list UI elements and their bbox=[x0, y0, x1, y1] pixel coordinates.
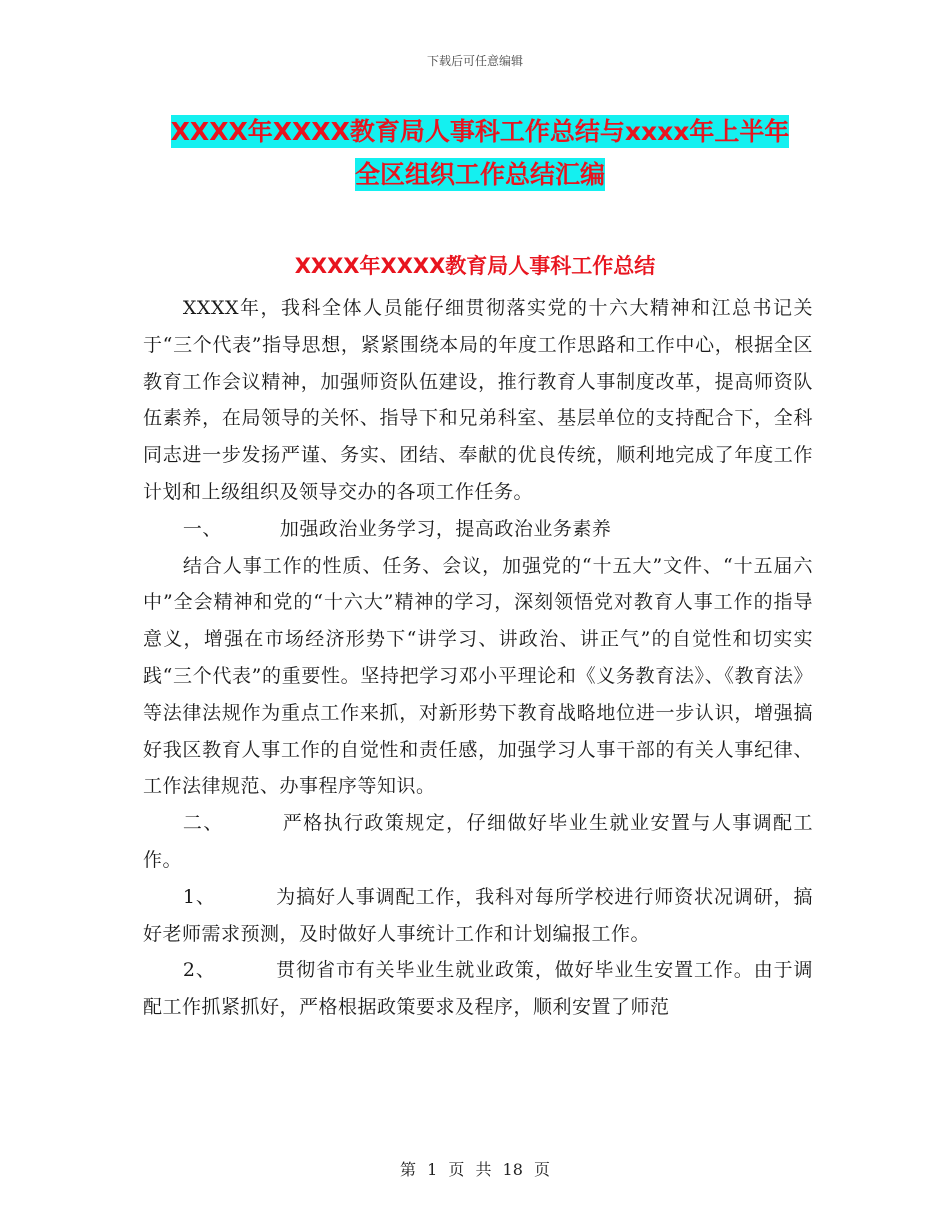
item-number: 1、 bbox=[182, 885, 216, 908]
item-text: 为搞好人事调配工作，我科对每所学校进行师资状况调研，搞好老师需求预测，及时做好人事统计工作和计划编报工作。 bbox=[143, 885, 813, 945]
title-line-1: XXXX年XXXX教育局人事科工作总结与xxxx年上半年 bbox=[170, 117, 790, 146]
heading-number: 一、 bbox=[182, 517, 222, 540]
heading-section-1 bbox=[143, 511, 813, 548]
paragraph-study: 结合人事工作的性质、任务、会议，加强党的“十五大”文件、“十五届六中”全会精神和党的“十六大”精神的学习，深刻领悟党对教育人事工作的指导意义，增强在市场经济形势下“讲学习、讲政治、讲正气”的自觉性和切实实践“三个代表”的重要性。坚持把学习邓小平理论和《义务教育法》、《教育法》等法律法规作为重点工作来抓，对新形势下教育战略地位进一步认识，增强搞好我区教育人事工作的自觉性和责任感，加强学习人事干部的有关人事纪律、工作法律规范、办事程序等知识。 bbox=[143, 554, 813, 798]
heading-text: 加强政治业务学习，提高政治业务素养 bbox=[279, 517, 612, 540]
document-body bbox=[143, 290, 813, 1026]
section-title: XXXX年XXXX教育局人事科工作总结 bbox=[294, 254, 656, 278]
paragraph-intro: XXXX年，我科全体人员能仔细贯彻落实党的十六大精神和江总书记关于“三个代表”指导思想，紧紧围绕本局的年度工作思路和工作中心，根据全区教育工作会议精神，加强师资队伍建设，推行教育人事制度改革，提高师资队伍素养，在局领导的关怀、指导下和兄弟科室、基层单位的支持配合下，全科同志进一步发扬严谨、务实、团结、奉献的优良传统，顺利地完成了年度工作计划和上级组织及领导交办的各项工作任务。 bbox=[143, 297, 813, 503]
document-title bbox=[140, 110, 820, 196]
item-number: 2、 bbox=[182, 959, 216, 982]
heading-number: 二、 bbox=[182, 812, 224, 835]
title-line-2: 全区组织工作总结汇编 bbox=[354, 160, 605, 189]
item-text: 贯彻省市有关毕业生就业政策，做好毕业生安置工作。由于调配工作抓紧抓好，严格根据政策要求及程序，顺利安置了师范 bbox=[143, 959, 813, 1019]
heading-section-2 bbox=[143, 805, 813, 879]
heading-text: 严格执行政策规定，仔细做好毕业生就业安置与人事调配工作。 bbox=[143, 812, 813, 871]
list-item-1 bbox=[143, 879, 813, 953]
list-item-2 bbox=[143, 952, 813, 1026]
page-header: 下载后可任意编辑 bbox=[426, 54, 523, 68]
page-footer: 第 1 页 共 18 页 bbox=[400, 1160, 550, 1179]
